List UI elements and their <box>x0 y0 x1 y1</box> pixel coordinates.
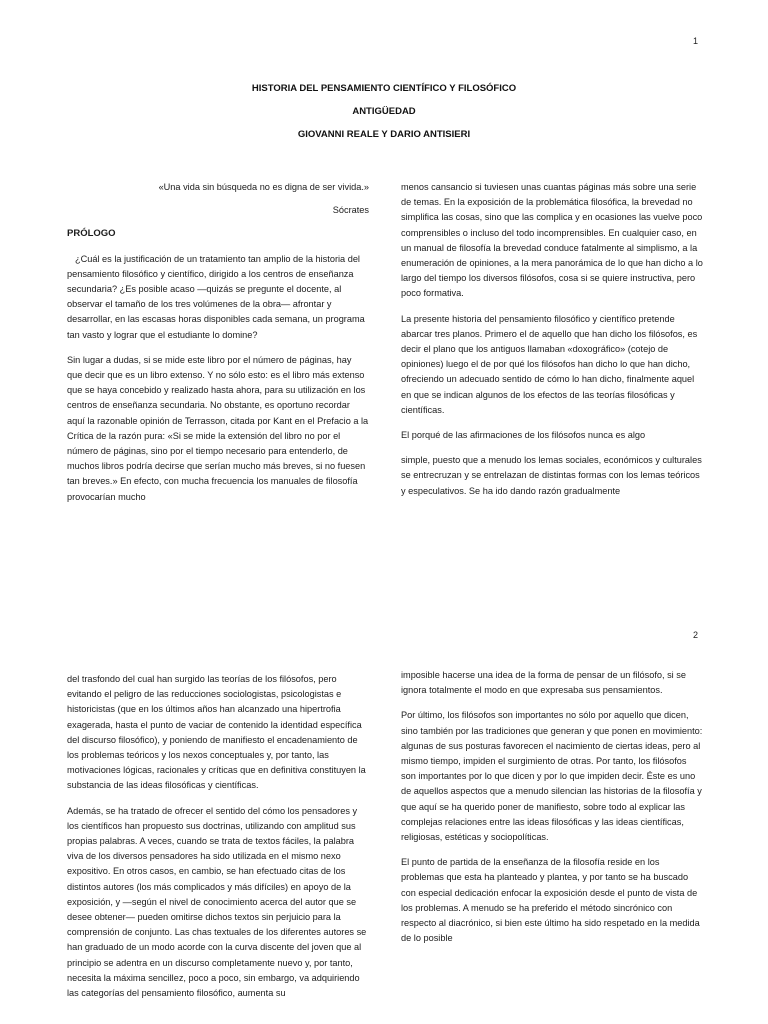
section-heading: PRÓLOGO <box>67 228 116 240</box>
paragraph: menos cansancio si tuviesen unas cuantas páginas más sobre una serie de temas. En la exposición de la problemática filosófica, la brevedad no simplifica las cosas, sino que las complica y en ocasiones las vuelve poco comprensibles o incluso del todo incomprensibles. En cualquier caso, en un manual de filosofía la brevedad conduce fatalmente al simplismo, a la enumeración de opiniones, a la mera panorámica de lo que han dicho a lo largo del tiempo los diversos filósofos, cosa si se quiere instructiva, pero poco formativa. <box>401 182 703 299</box>
left-column <box>67 672 369 1011</box>
paragraph: del trasfondo del cual han surgido las teorías de los filósofos, pero evitando el peligro de las reducciones sociologistas, psicologistas e historicistas (que en los últimos años han alcanzado una hipertrofia exagerada, hasta el punto de vaciar de contenido la identidad específica del discurso filosófico), y poniendo de manifiesto el encadenamiento de los problemas teóricos y los nexos conceptuales y, por tanto, las motivaciones lógicas, racionales y críticas que en definitiva constituyen la substancia de las ideas filosóficas y científicas. <box>67 674 366 791</box>
paragraph: El punto de partida de la enseñanza de la filosofía reside en los problemas que esta ha planteado y plantea, y por tanto se ha buscado con especial dedicación enfocar la exposición desde el punto de vista de los problemas. A menudo se ha preferido el método sincrónico con respecto al diacrónico, si bien este último ha sido respetado en la medida de lo posible <box>401 857 700 944</box>
paragraph: ¿Cuál es la justificación de un tratamiento tan amplio de la historia del pensamiento filosófico y científico, dirigido a los centros de enseñanza secundaria? ¿Es posible acaso —quizás se pregunte el docente, al observar el tamaño de los tres volúmenes de la obra— afrontar y desarrollar, en las escasas horas disponibles cada semana, un programa tan vasto y lograr que el estudiante lo domine? <box>67 253 365 340</box>
title-block <box>0 82 768 151</box>
right-column <box>401 180 703 509</box>
left-column <box>67 180 369 515</box>
paragraph: imposible hacerse una idea de la forma de pensar de un filósofo, si se ignora totalmente el modo en que expresaba sus pensamientos. <box>401 670 686 696</box>
paragraph: Sin lugar a dudas, si se mide este libro por el número de páginas, hay que decir que es un libro extenso. Y no sólo esto: es el libro más extenso que se haya concebido y realizado hasta ahora, para su utilización en los centros de enseñanza secundaria. No obstante, es oportuno recordar aquí la razonable opinión de Terrasson, citada por Kant en el Prefacio a la Crítica de la razón pura: «Si se mide la extensión del libro no por el número de páginas, sino por el tiempo necesario para entenderlo, de muchos libros podría decirse que serían mucho más breves, si no fuesen tan breves.» En efecto, con mucha frecuencia los manuales de filosofía provocarían mucho <box>67 354 369 502</box>
page-number: 1 <box>692 36 698 46</box>
paragraph: simple, puesto que a menudo los lemas sociales, económicos y culturales se entrecruzan y se entrelazan de distintas formas con los lemas teóricos y especulativos. Se ha ido dando razón gradualmente <box>401 455 702 496</box>
paragraph: Además, se ha tratado de ofrecer el sentido del cómo los pensadores y los científicos han propuesto sus doctrinas, utilizando con amplitud sus propias palabras. A veces, cuando se trata de textos fáciles, la palabra viva de los diversos pensadores ha sido utilizada en el mismo nexo expositivo. En otros casos, en cambio, se han efectuado citas de los distintos autores (los más complicados y más difíciles) en apoyo de la exposición, y —según el nivel de conocimiento acerca del autor que se desee obtener— pueden omitirse dichos textos sin perjuicio para la comprensión de conjunto. Las chas textuales de los diferentes autores se han graduado de un modo acorde con la curva discente del joven que al principio se adentra en un discurso completamente nuevo y, por tanto, necesita la máxima sencillez, poco a poco, sin embargo, va adquiriendo las categorías del pensamiento filosófico, aumenta su <box>67 805 367 999</box>
paragraph: Por último, los filósofos son importantes no sólo por aquello que dicen, sino también por las tradiciones que generan y que ponen en movimiento: algunas de sus posturas favorecen el nacimiento de ciertas ideas, pero al mismo tiempo, impiden el surgimiento de otras. Por tanto, los filósofos son importantes por lo que dicen y por lo que impiden decir. Éste es uno de aquellos aspectos que a menudo silencian las historias de la filosofía y que aquí se ha querido poner de manifiesto, sobre todo al explicar las complejas relaciones entre las ideas filosóficas y las ideas científicas, religiosas, estéticas y sociopolíticas. <box>401 710 703 843</box>
page-number: 2 <box>692 630 698 640</box>
paragraph: El porqué de las afirmaciones de los filósofos nunca es algo <box>401 430 646 441</box>
document-subtitle: ANTIGÜEDAD <box>352 106 416 117</box>
document-page-2 <box>0 610 768 1024</box>
right-column <box>401 668 703 956</box>
paragraph: La presente historia del pensamiento filosófico y científico pretende abarcar tres planos. Primero el de aquello que han dicho los filósofos, es decir el plano que los antiguos llamaban «doxográfico» (cotejo de opiniones) luego el de por qué los filósofos han dicho lo que han dicho, ofreciendo un adecuado sentido de cómo lo han dicho, finalmente aquel en que se indican algunos de los efectos de las teorías filosóficas y científicas. <box>401 313 698 415</box>
epigraph-author: Sócrates <box>332 205 369 216</box>
document-title: HISTORIA DEL PENSAMIENTO CIENTÍFICO Y FILOSÓFICO <box>251 83 517 94</box>
document-authors: GIOVANNI REALE Y DARIO ANTISIERI <box>297 129 471 140</box>
epigraph-quote: «Una vida sin búsqueda no es digna de ser vivida.» <box>158 182 369 192</box>
